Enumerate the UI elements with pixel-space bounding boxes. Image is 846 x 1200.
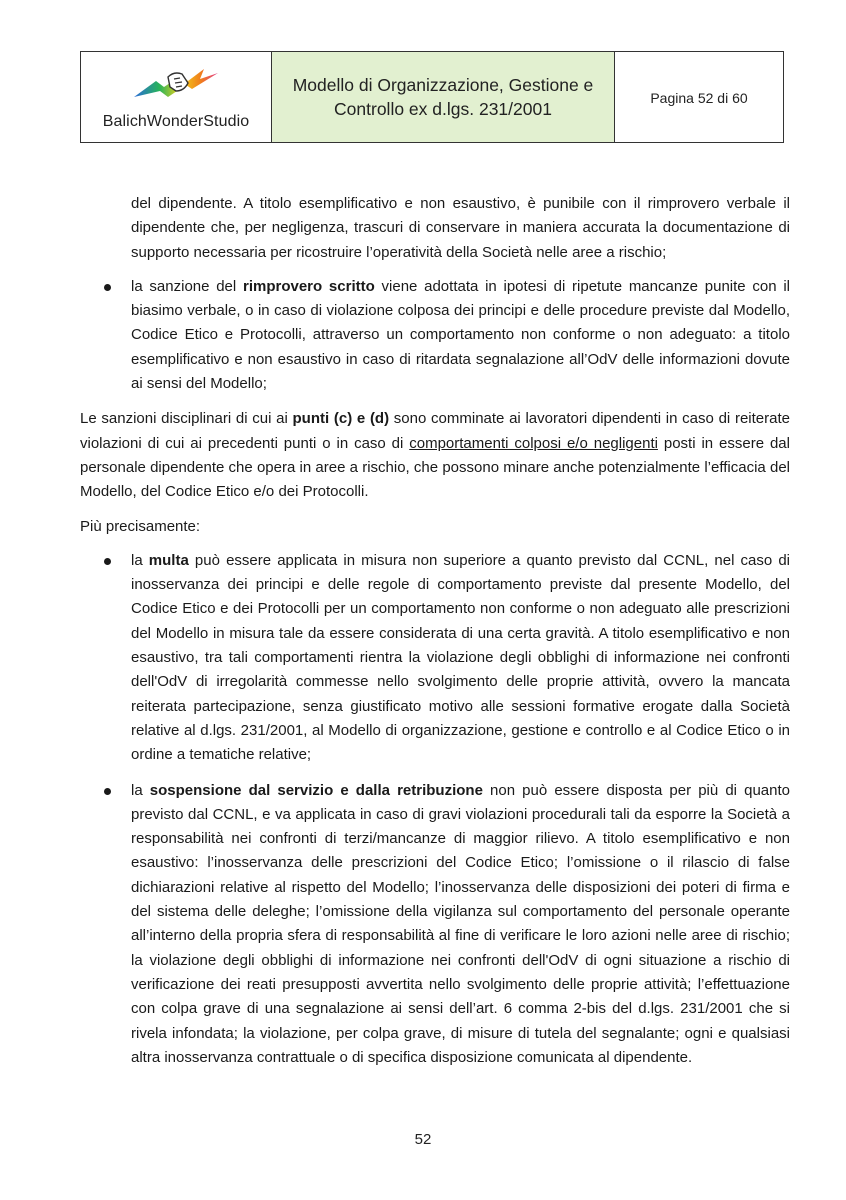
list-item: la sospensione dal servizio e dalla retribuzione non può essere disposta per più di quanto previsto dal CCNL, e va applicata in caso di gravi violazioni procedurali tali da esporre la Società a responsabilità nei confronti di terzi/mancanze di maggior rilievo. A titolo esemplificativo e non esaustivo: l’inosservanza delle prescrizioni del Codice Etico; l’omissione o il rilascio di false dichiarazioni relative al rispetto del Modello; l’inosservanza delle disposizioni dei poteri di firma e del sistema delle deleghe; l’omissione della vigilanza sul comportamento del personale operante all’interno della propria sfera di responsabilità al fine di verificare le loro azioni nelle aree di rischio; la violazione degli obblighi di informazione nei confronti dell'OdV di ogni situazione a rischio di verificazione dei reati presupposti avvertita nello svolgimento delle proprie attività; l’effettuazione con colpa grave di una segnalazione ai sensi dell’art. 6 comma 2-bis del d.lgs. 231/2001 che si rivela infondata; la violazione, per colpa grave, di misure di tutela del segnalante; ogni e qualsiasi altra inosservanza contrattuale o di specifica disposizione comunicata al dipendente. xyxy=(80,779,790,1071)
page-label: Pagina 52 di 60 xyxy=(650,90,748,106)
bullet-icon xyxy=(104,788,111,795)
paragraph-intro: Più precisamente: xyxy=(80,517,201,535)
logo-cell xyxy=(81,52,272,142)
paragraph: Le sanzioni disciplinari di cui ai punti (c) e (d) sono comminate ai lavoratori dipendenti in caso di reiterate violazioni di cui ai precedenti punti o in caso di comportamenti colposi e/o negligenti posti in essere dal personale dipendente che opera in aree a rischio, che possono minare anche potenzialmente l’efficacia del Modello, del Codice Etico e/o dei Protocolli. xyxy=(80,410,790,501)
list-item: la sanzione del rimprovero scritto viene adottata in ipotesi di ripetute mancanze punite con il biasimo verbale, o in caso di violazione colposa dei principi e delle procedure previste dal Modello, Codice Etico e Protocolli, attraverso un comportamento non conforme o non adeguato: a titolo esemplificativo e non esaustivo in caso di ritardata segnalazione all’OdV delle informazioni dovute ai sensi del Modello; xyxy=(80,275,790,396)
title-line-2: Controllo ex d.lgs. 231/2001 xyxy=(334,99,552,119)
logo-icon xyxy=(130,67,222,107)
logo-text: BalichWonderStudio xyxy=(102,113,250,130)
page-number: 52 xyxy=(414,1131,432,1148)
continuation-paragraph: del dipendente. A titolo esemplificativo e non esaustivo, è punibile con il rimprovero verbale il dipendente che, per negligenza, trascuri di conservare in maniera accurata la documentazione di supporto necessaria per ricostruire l’operatività della Società nelle aree a rischio; xyxy=(131,195,790,261)
page-indicator xyxy=(615,52,783,142)
bullet-icon xyxy=(104,558,111,565)
title-line-1: Modello di Organizzazione, Gestione e xyxy=(292,75,594,95)
bullet-icon xyxy=(104,284,111,291)
document-title xyxy=(272,52,615,142)
list-item: la multa può essere applicata in misura non superiore a quanto previsto dal CCNL, nel caso di inosservanza dei principi e delle regole di comportamento previste dal presente Modello, del Codice Etico e dei Protocolli per un comportamento non conforme o non adeguato alle prescrizioni del Modello in misura tale da essere considerata di una certa gravità. A titolo esemplificativo e non esaustivo, tra tali comportamenti rientra la violazione degli obblighi di informazione nei confronti dell'OdV di irregolarità commesse nello svolgimento delle proprie attività, ovvero la mancata reiterata partecipazione, senza giustificato motivo alle sessioni formative erogate dalla Società relative al d.lgs. 231/2001, al Modello di organizzazione, gestione e controllo e al Codice Etico o in ordine a tematiche relative; xyxy=(80,549,790,768)
document-body xyxy=(80,192,790,1081)
bullet-list-1 xyxy=(80,275,790,396)
bullet-list-2 xyxy=(80,549,790,1070)
document-header xyxy=(80,51,784,143)
